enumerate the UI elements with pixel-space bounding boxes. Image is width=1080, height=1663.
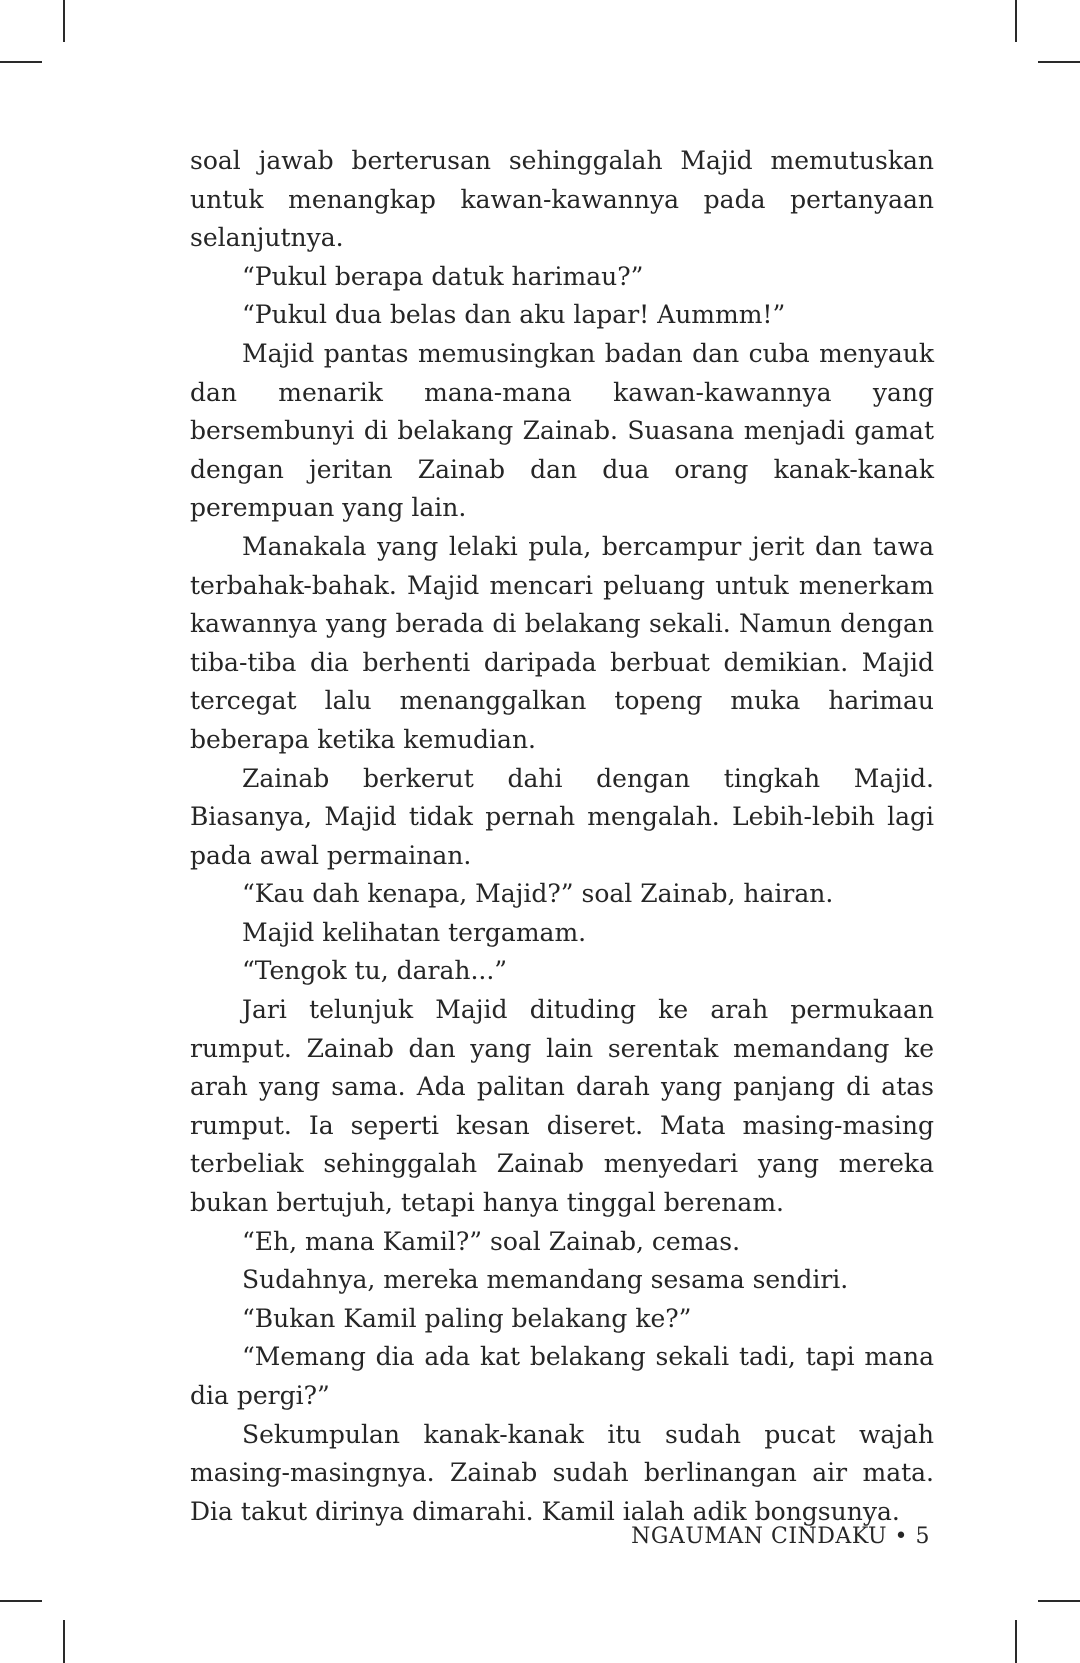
paragraph: Majid pantas memusingkan badan dan cuba menyauk dan menarik mana-mana kawan-kawannya yang bersembunyi di belakang Zainab. Suasana menjadi gamat dengan jeritan Zainab dan dua orang kanak-kanak perempuan yang lain. [190, 338, 934, 523]
page-footer [631, 1524, 930, 1549]
paragraph: soal jawab berterusan sehinggalah Majid memutuskan untuk menangkap kawan-kawannya pada pertanyaan selanjutnya. [190, 146, 934, 253]
crop-mark-bottom-right-horizontal [1038, 1600, 1080, 1602]
body-text [190, 142, 934, 1531]
paragraph: “Bukan Kamil paling belakang ke?” [242, 1303, 692, 1333]
crop-mark-bottom-left-vertical [63, 1620, 65, 1663]
crop-mark-bottom-right-vertical [1015, 1620, 1017, 1663]
crop-mark-bottom-left-horizontal [0, 1600, 42, 1602]
paragraph: Manakala yang lelaki pula, bercampur jerit dan tawa terbahak-bahak. Majid mencari peluang untuk menerkam kawannya yang berada di belakang sekali. Namun dengan tiba-tiba dia berhenti daripada berbuat demikian. Majid tercegat lalu menanggalkan topeng muka harimau beberapa ketika kemudian. [190, 531, 934, 754]
paragraph: “Kau dah kenapa, Majid?” soal Zainab, hairan. [242, 879, 834, 909]
page-number: 5 [915, 1524, 930, 1549]
crop-mark-top-left-horizontal [0, 61, 42, 63]
paragraph: Jari telunjuk Majid dituding ke arah permukaan rumput. Zainab dan yang lain serentak memandang ke arah yang sama. Ada palitan darah yang panjang di atas rumput. Ia seperti kesan diseret. Mata masing-masing terbeliak sehinggalah Zainab menyedari yang mereka bukan bertujuh, tetapi hanya tinggal berenam. [190, 995, 934, 1218]
footer-separator: • [894, 1524, 908, 1549]
paragraph: “Pukul dua belas dan aku lapar! Aummm!” [242, 300, 786, 330]
paragraph: Sekumpulan kanak-kanak itu sudah pucat wajah masing-masingnya. Zainab sudah berlinangan air mata. Dia takut dirinya dimarahi. Kamil ialah adik bongsunya. [190, 1419, 934, 1526]
crop-mark-top-right-vertical [1015, 0, 1017, 42]
paragraph: “Memang dia ada kat belakang sekali tadi, tapi mana dia pergi?” [190, 1342, 934, 1410]
paragraph: “Tengok tu, darah...” [242, 956, 508, 986]
crop-mark-top-right-horizontal [1038, 61, 1080, 63]
paragraph: “Pukul berapa datuk harimau?” [242, 261, 644, 291]
paragraph: Sudahnya, mereka memandang sesama sendiri. [242, 1265, 849, 1295]
crop-mark-top-left-vertical [63, 0, 65, 42]
paragraph: Majid kelihatan tergamam. [242, 917, 587, 947]
paragraph: “Eh, mana Kamil?” soal Zainab, cemas. [242, 1226, 741, 1256]
paragraph: Zainab berkerut dahi dengan tingkah Majid. Biasanya, Majid tidak pernah mengalah. Lebih-lebih lagi pada awal permainan. [190, 763, 934, 870]
running-title: NGAUMAN CINDAKU [631, 1524, 888, 1549]
